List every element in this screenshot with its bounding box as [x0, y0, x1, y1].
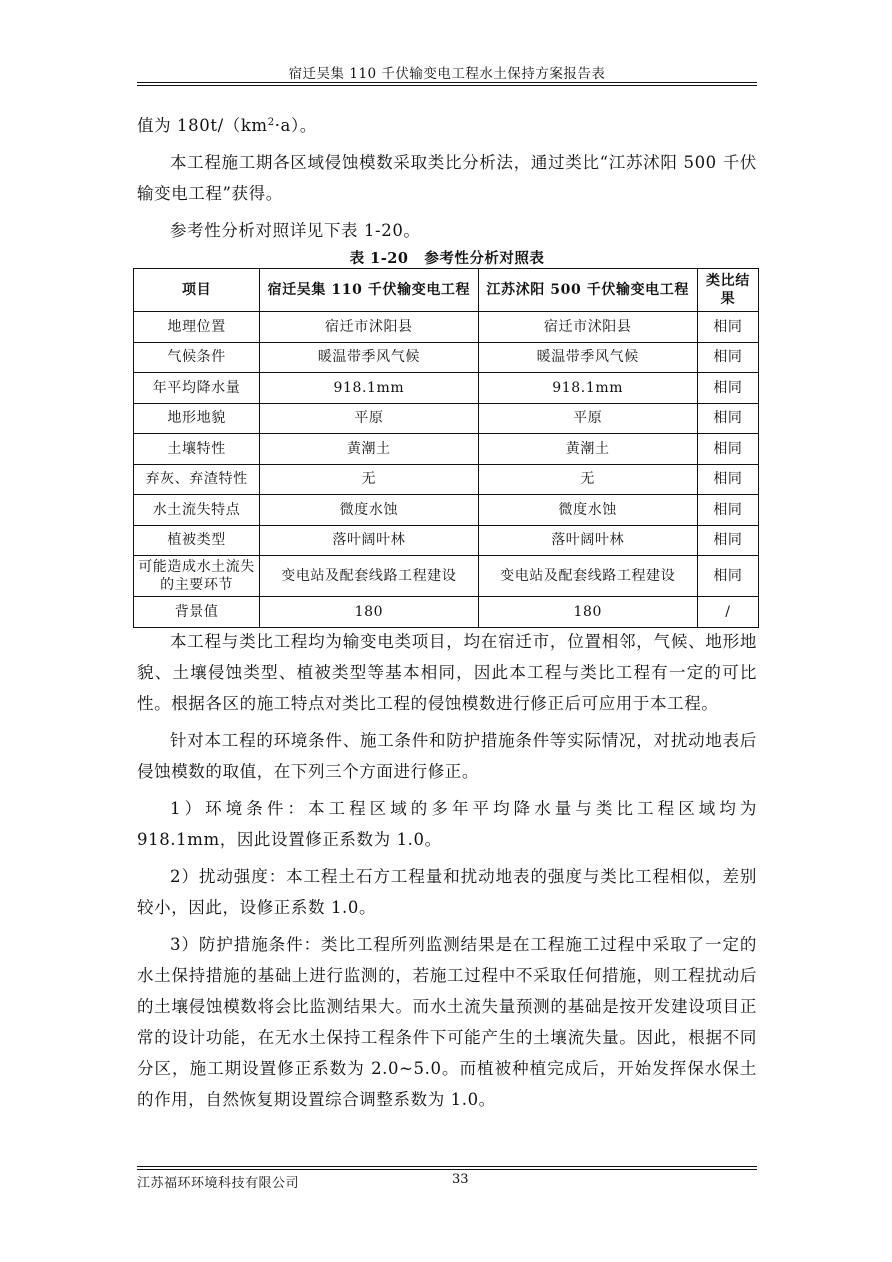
- table-row: [134, 525, 759, 556]
- analysis-paragraph-1: 本工程与类比工程均为输变电类项目，均在宿迁市，位置相邻，气候、地形地貌、土壤侵蚀类型、植被类型等基本相同，因此本工程与类比工程有一定的可比性。根据各区的施工特点对类比工程的侵蚀模数进行修正后可应用于本工程。: [137, 632, 757, 713]
- intro-line: [137, 110, 757, 141]
- cell-analog-project: 落叶阔叶林: [478, 525, 697, 556]
- cell-item: 地理位置: [134, 312, 260, 343]
- analysis-paragraph-2: 针对本工程的环境条件、施工条件和防护措施条件等实际情况，对扰动地表后侵蚀模数的取值，在下列三个方面进行修正。: [137, 731, 757, 781]
- cell-this-project: 微度水蚀: [260, 495, 478, 526]
- cell-result: /: [697, 597, 758, 628]
- comparison-table: [133, 268, 759, 628]
- cell-analog-project: 918.1mm: [478, 373, 697, 404]
- cell-result: 相同: [697, 434, 758, 465]
- cell-result: 相同: [697, 525, 758, 556]
- intro-line-suffix: ·a）。: [274, 116, 317, 135]
- footer-company: 江苏福环环境科技有限公司: [137, 1176, 300, 1191]
- intro-section: [137, 110, 757, 246]
- correction-environment: 1）环境条件：本工程区域的多年平均降水量与类比工程区域均为 918.1mm，因此设置修正系数为 1.0。: [137, 799, 757, 849]
- correction-protection: 3）防护措施条件：类比工程所列监测结果是在工程施工过程中采取了一定的水土保持措施的基础上进行监测的，若施工过程中不采取任何措施，则工程扰动后的土壤侵蚀模数将会比监测结果大。而水土流失量预测的基础是按开发建设项目正常的设计功能，在无水土保持工程条件下可能产生的土壤流失量。因此，根据不同分区，施工期设置修正系数为 2.0~5.0。而植被种植完成后，开始发挥保水保土的作用，自然恢复期设置综合调整系数为 1.0。: [137, 935, 757, 1109]
- table-row: [134, 373, 759, 404]
- table-caption-number: 表 1-20: [349, 250, 409, 267]
- table-row: [134, 312, 759, 343]
- cell-result: 相同: [697, 342, 758, 373]
- cell-this-project: 180: [260, 597, 478, 628]
- page-number: 33: [452, 1172, 469, 1187]
- footer-rule-thin: [137, 1166, 757, 1167]
- table-row: [134, 434, 759, 465]
- cell-result: 相同: [697, 464, 758, 495]
- intro-line-sup: 2: [267, 117, 275, 128]
- header-result: 类比结果: [697, 269, 758, 312]
- cell-analog-project: 无: [478, 464, 697, 495]
- cell-this-project: 暖温带季风气候: [260, 342, 478, 373]
- page-header-title: 宿迁吴集 110 千伏输变电工程水土保持方案报告表: [288, 66, 606, 82]
- table-row: [134, 464, 759, 495]
- cell-analog-project: 微度水蚀: [478, 495, 697, 526]
- cell-this-project: 918.1mm: [260, 373, 478, 404]
- cell-analog-project: 宿迁市沭阳县: [478, 312, 697, 343]
- cell-item: 植被类型: [134, 525, 260, 556]
- cell-result: 相同: [697, 556, 758, 597]
- table-row: [134, 342, 759, 373]
- table-row: [134, 556, 759, 597]
- cell-item: 水土流失特点: [134, 495, 260, 526]
- cell-this-project: 无: [260, 464, 478, 495]
- cell-item: 土壤特性: [134, 434, 260, 465]
- cell-this-project: 变电站及配套线路工程建设: [260, 556, 478, 597]
- cell-this-project: 宿迁市沭阳县: [260, 312, 478, 343]
- table-caption: [137, 247, 757, 268]
- cell-result: 相同: [697, 495, 758, 526]
- cell-item: 背景值: [134, 597, 260, 628]
- cell-result: 相同: [697, 403, 758, 434]
- correction-disturbance: 2）扰动强度：本工程土石方工程量和扰动地表的强度与类比工程相似，差别较小，因此，设修正系数 1.0。: [137, 867, 757, 917]
- cell-this-project: 落叶阔叶林: [260, 525, 478, 556]
- cell-analog-project: 180: [478, 597, 697, 628]
- table-header-row: [134, 269, 759, 312]
- header-rule-thin: [137, 85, 757, 86]
- cell-analog-project: 平原: [478, 403, 697, 434]
- cell-item: 气候条件: [134, 342, 260, 373]
- cell-this-project: 黄潮土: [260, 434, 478, 465]
- header-rule: [137, 82, 757, 83]
- header-this-project: 宿迁吴集 110 千伏输变电工程: [260, 269, 478, 312]
- cell-analog-project: 暖温带季风气候: [478, 342, 697, 373]
- table-caption-title: 参考性分析对照表: [424, 250, 545, 267]
- footer-rule: [137, 1169, 757, 1170]
- table-row: [134, 597, 759, 628]
- cell-item: 地形地貌: [134, 403, 260, 434]
- cell-item: 弃灰、弃渣特性: [134, 464, 260, 495]
- intro-line-prefix: 值为 180t/（km: [137, 116, 268, 135]
- cell-item: 可能造成水土流失的主要环节: [134, 556, 260, 597]
- table-row: [134, 403, 759, 434]
- table-row: [134, 495, 759, 526]
- header-analog-project: 江苏沭阳 500 千伏输变电工程: [478, 269, 697, 312]
- header-item: 项目: [134, 269, 260, 312]
- intro-paragraph-2: 参考性分析对照详见下表 1-20。: [170, 221, 421, 240]
- analysis-section: [137, 626, 757, 1115]
- cell-result: 相同: [697, 312, 758, 343]
- cell-analog-project: 黄潮土: [478, 434, 697, 465]
- cell-result: 相同: [697, 373, 758, 404]
- cell-item: 年平均降水量: [134, 373, 260, 404]
- intro-paragraph-1: 本工程施工期各区域侵蚀模数采取类比分析法，通过类比“江苏沭阳 500 千伏输变电工程”获得。: [137, 153, 757, 203]
- cell-analog-project: 变电站及配套线路工程建设: [478, 556, 697, 597]
- cell-this-project: 平原: [260, 403, 478, 434]
